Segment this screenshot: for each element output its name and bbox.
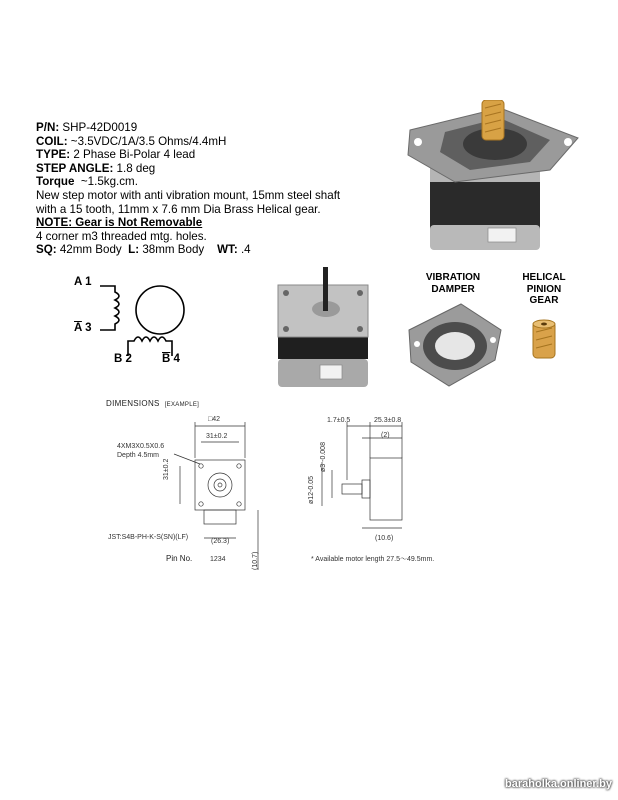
dim-31-side: 31±0.2 <box>163 458 170 480</box>
watermark: baraholka.onliner.by <box>505 778 612 790</box>
wiring-diagram <box>70 268 220 373</box>
motor-photo <box>268 265 378 395</box>
label-a1: A 1 <box>74 276 92 288</box>
motor-endcap <box>430 225 540 250</box>
pin-numbers: 1234 <box>210 556 226 563</box>
dim-42: □42 <box>208 416 221 423</box>
gear-note: NOTE: Gear is Not Removable <box>36 216 203 230</box>
motor-with-damper-photo <box>400 100 585 260</box>
coil-line: COIL: ~3.5VDC/1A/3.5 Ohms/4.4mH <box>36 134 227 148</box>
holes-line: 4 corner m3 threaded mtg. holes. <box>36 229 207 243</box>
dim-boss-12: ø12-0.05 <box>308 475 315 504</box>
mount-hole-icon <box>357 290 363 296</box>
dim-25-3: 25.3±0.8 <box>374 417 402 424</box>
dim-2: (2) <box>381 432 390 439</box>
boss-side-outline <box>362 480 370 498</box>
coil-a <box>100 286 119 330</box>
boss-circle <box>208 473 232 497</box>
dim-depth: Depth 4.5mm <box>117 452 160 459</box>
size-weight-line: SQ: 42mm Body L: 38mm Body WT: .4 <box>36 243 251 257</box>
dimensions-title: DIMENSIONS [EXAMPLE] <box>106 399 200 408</box>
mount-hole-icon <box>414 138 422 146</box>
description-line-1: New step motor with anti vibration mount, 15mm steel shaft <box>36 188 341 202</box>
rotor-circle <box>136 286 184 334</box>
label-b4: $\overline{B}$ 4 <box>162 353 180 365</box>
vibration-damper-caption: VIBRATION DAMPER <box>425 272 481 295</box>
mount-hole-icon <box>414 341 420 347</box>
connector <box>488 228 516 242</box>
helical-gear-caption: HELICAL PINION GEAR <box>522 272 566 306</box>
dim-jst: JST:S4B-PH-K-S(SN)(LF) <box>108 534 189 541</box>
shaft-side-outline <box>342 484 362 494</box>
motor-body <box>278 337 368 359</box>
pin-no-label: Pin No. <box>166 554 193 563</box>
dim-26: (26.3) <box>211 538 230 545</box>
connector <box>320 365 342 379</box>
damper-hole <box>435 332 475 360</box>
part-number-line: P/N: SHP-42D0019 <box>36 121 138 134</box>
connector-outline <box>204 510 236 524</box>
shaft-center <box>218 483 222 487</box>
gear-photo <box>530 318 558 362</box>
label-b2: B 2 <box>114 353 132 365</box>
dim-10-7: (10.7) <box>252 551 259 570</box>
damper-photo <box>405 300 505 390</box>
description-line-2: with a 15 tooth, 11mm x 7.6 mm Dia Brass Helical gear. <box>36 202 321 216</box>
spec-block <box>36 121 376 257</box>
shaft-circle <box>214 479 226 491</box>
dim-31-top: 31±0.2 <box>206 433 228 440</box>
dim-1-7: 1.7±0.5 <box>327 417 351 424</box>
available-length-note: * Available motor length 27.5～49.5mm. <box>311 556 435 563</box>
mount-hole-icon <box>357 326 363 332</box>
shaft <box>323 267 328 311</box>
step-angle-line: STEP ANGLE: 1.8 deg <box>36 161 156 175</box>
dim-thread: 4XM3X0.5X0.6 <box>117 443 165 450</box>
torque-line: Torque ~1.5kg.cm. <box>36 175 138 189</box>
dim-10-6: (10.6) <box>375 535 394 542</box>
dim-shaft-3: ø3 -0.008 <box>320 442 327 472</box>
type-line: TYPE: 2 Phase Bi-Polar 4 lead <box>36 148 196 162</box>
label-a3: $\overline{A}$ 3 <box>74 322 92 334</box>
mount-hole-icon <box>564 138 572 146</box>
mount-hole-icon <box>283 326 289 332</box>
mount-hole-icon <box>490 337 496 343</box>
mount-hole-icon <box>283 290 289 296</box>
gear-bore <box>541 323 547 326</box>
body-side-outline <box>370 458 402 520</box>
